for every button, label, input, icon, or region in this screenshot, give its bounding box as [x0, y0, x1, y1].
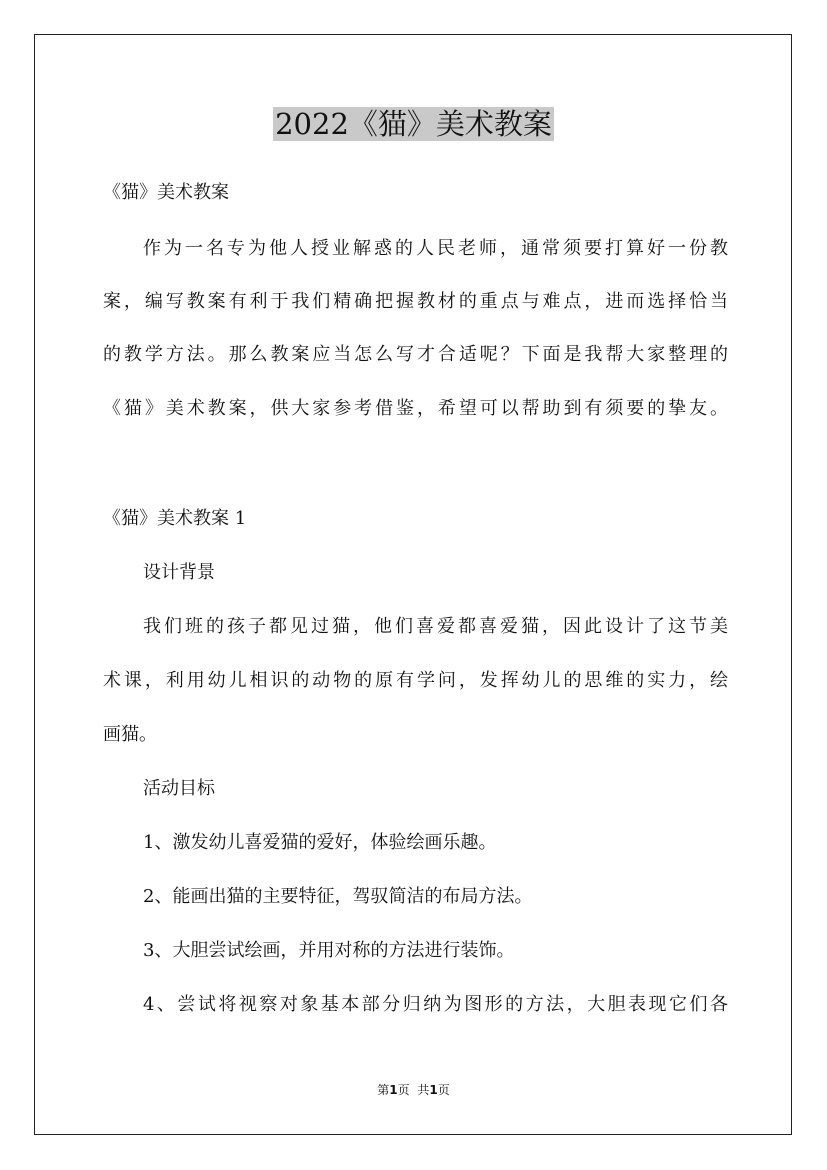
goal-item: 4、尝试将视察对象基本部分归纳为图形的方法，大胆表现它们各	[143, 994, 728, 1015]
goal-item: 1、激发幼儿喜爱猫的爱好，体验绘画乐趣。	[143, 832, 497, 853]
intro-heading: 《猫》美术教案	[103, 182, 229, 203]
page-footer	[0, 1082, 827, 1098]
footer-total-suffix: 页	[437, 1083, 450, 1097]
goal-item: 3、大胆尝试绘画，并用对称的方法进行装饰。	[143, 940, 515, 961]
intro-paragraph-line: 作为一名专为他人授业解惑的人民老师，通常须要打算好一份教	[143, 238, 728, 259]
footer-page-prefix: 第	[377, 1083, 390, 1097]
intro-paragraph-line: 案，编写教案有利于我们精确把握教材的重点与难点，进而选择恰当	[103, 291, 728, 312]
goal-item: 2、能画出猫的主要特征，驾驭简洁的布局方法。	[143, 886, 533, 907]
footer-page-suffix: 页	[397, 1083, 410, 1097]
document-title-text: 2022《猫》美术教案	[275, 107, 552, 141]
footer-page-total: 1	[429, 1083, 438, 1097]
goals-heading: 活动目标	[143, 778, 215, 799]
intro-paragraph-line: 《猫》美术教案，供大家参考借鉴，希望可以帮助到有须要的挚友。	[103, 398, 728, 419]
footer-total-prefix: 共	[417, 1083, 430, 1097]
background-paragraph-line: 画猫。	[103, 724, 157, 745]
background-paragraph-line: 我们班的孩子都见过猫，他们喜爱都喜爱猫，因此设计了这节美	[143, 616, 728, 637]
document-title	[0, 104, 827, 144]
intro-paragraph-line: 的教学方法。那么教案应当怎么写才合适呢？下面是我帮大家整理的	[103, 344, 728, 365]
section-heading: 《猫》美术教案 1	[103, 508, 247, 529]
background-heading: 设计背景	[143, 562, 215, 583]
background-paragraph-line: 术课，利用幼儿相识的动物的原有学问，发挥幼儿的思维的实力，绘	[103, 670, 728, 691]
footer-page-current: 1	[389, 1083, 398, 1097]
